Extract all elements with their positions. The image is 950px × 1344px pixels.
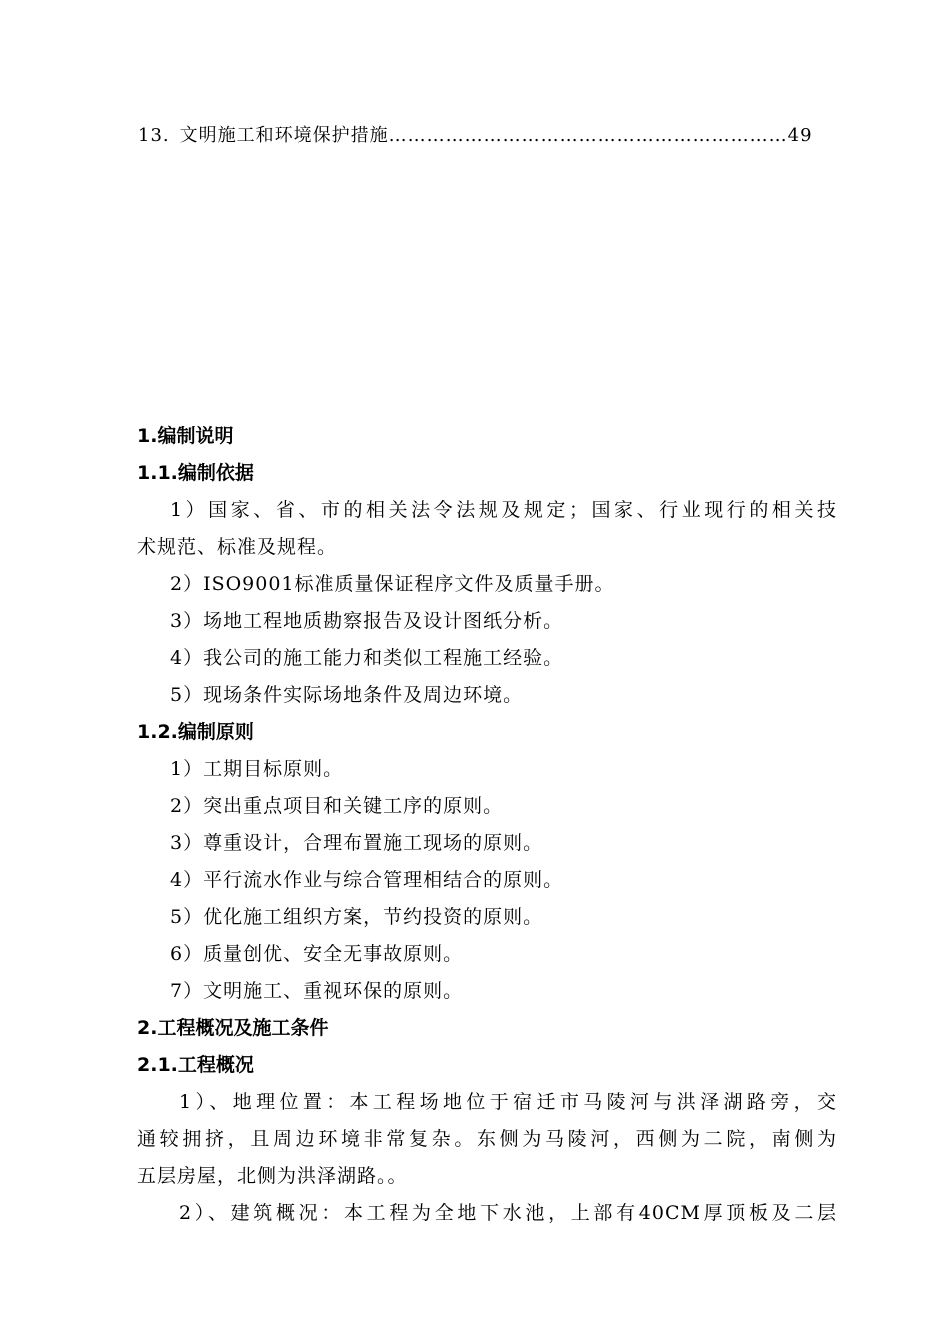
paragraph-line: 1）国家、省、市的相关法令法规及规定；国家、行业现行的相关技 — [170, 499, 837, 521]
toc-entry[interactable] — [138, 122, 818, 150]
paragraph-line: 2）突出重点项目和关键工序的原则。 — [170, 795, 504, 817]
section-heading: 2.工程概况及施工条件 — [137, 1017, 329, 1039]
paragraph-line: 2）ISO9001标准质量保证程序文件及质量手册。 — [170, 573, 615, 595]
toc-entry-title: 文明施工和环境保护措施 — [179, 125, 389, 146]
paragraph-line: 2）、建筑概况：本工程为全地下水池，上部有40CM厚顶板及二层 — [179, 1202, 837, 1224]
document-body — [137, 418, 837, 1232]
paragraph-line: 五层房屋，北侧为洪泽湖路。。 — [137, 1165, 408, 1187]
section-heading: 1.2.编制原则 — [137, 721, 254, 743]
toc-entry-leader: ……………………………………………………… — [388, 125, 788, 146]
paragraph-line: 5）优化施工组织方案，节约投资的原则。 — [170, 906, 544, 928]
paragraph-line: 5）现场条件实际场地条件及周边环境。 — [170, 684, 524, 706]
section-heading: 1.编制说明 — [137, 425, 234, 447]
paragraph-line: 7）文明施工、重视环保的原则。 — [170, 980, 464, 1002]
section-heading: 1.1.编制依据 — [137, 462, 254, 484]
paragraph-line: 6）质量创优、安全无事故原则。 — [170, 943, 464, 965]
paragraph-line: 术规范、标准及规程。 — [137, 536, 338, 558]
paragraph-line: 4）我公司的施工能力和类似工程施工经验。 — [170, 647, 564, 669]
paragraph-line: 1）、地理位置：本工程场地位于宿迁市马陵河与洪泽湖路旁，交 — [179, 1091, 837, 1113]
paragraph-line: 4）平行流水作业与综合管理相结合的原则。 — [170, 869, 564, 891]
paragraph-line: 3）尊重设计，合理布置施工现场的原则。 — [170, 832, 544, 854]
toc-entry-number: 13. — [138, 125, 170, 146]
section-heading: 2.1.工程概况 — [137, 1054, 254, 1076]
paragraph-line: 通较拥挤，且周边环境非常复杂。东侧为马陵河，西侧为二院，南侧为 — [137, 1128, 837, 1150]
paragraph-line: 1）工期目标原则。 — [170, 758, 344, 780]
paragraph-line: 3）场地工程地质勘察报告及设计图纸分析。 — [170, 610, 564, 632]
toc-entry-page: 49 — [787, 125, 813, 146]
